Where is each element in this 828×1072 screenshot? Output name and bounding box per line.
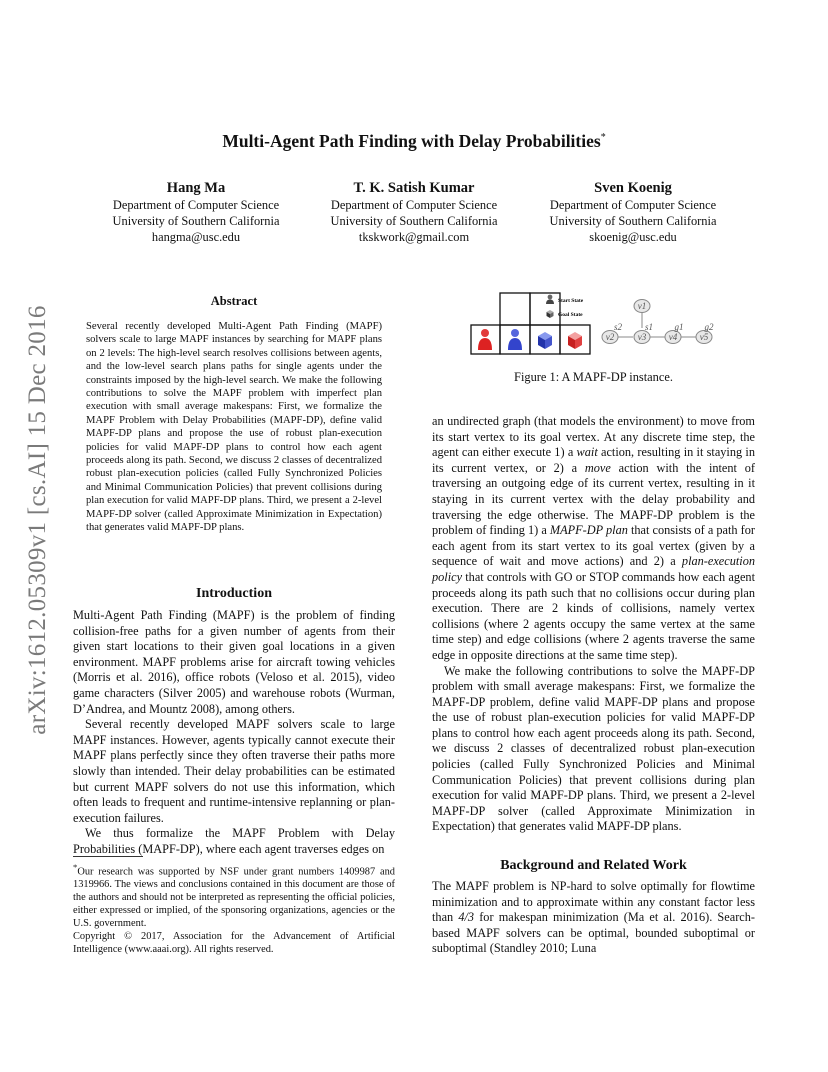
- abstract-text: Several recently developed Multi-Agent Path Finding (MAPF) solvers scale to large MAPF instances by searching for MAPF plans on 2 levels: The high-level search resolves collisions between agents, and the low-level search plans paths for single agents under the constraints imposed by the high-level search. We make the following contributions to solve the MAPF problem with imperfect plan execution with small average makespans: First, we formalize the MAPF Problem with Delay Probabilities (MAPF-DP), define valid MAPF-DP plans and propose the use of robust plan-execution policies for valid MAPF-DP plans to control how each agent proceeds along its path. Second, we discuss 2 classes of decentralized robust plan-execution policies (called Fully Synchronized Policies and Minimal Communication Policies) that prevent collisions during plan execution for valid MAPF-DP plans. Third, we present a 2-level MAPF-DP solver (called Approximate Minimization in Expectation) that generates valid MAPF-DP plans.: [86, 321, 382, 534]
- introduction-heading: Introduction: [196, 586, 272, 601]
- author-name: Sven Koenig: [594, 180, 672, 196]
- author-univ: University of Southern California: [112, 214, 280, 228]
- footnote-text: [73, 861, 395, 930]
- author-block-3: [513, 180, 753, 245]
- background-body: [432, 879, 755, 957]
- arxiv-stamp: arXiv:1612.05309v1 [cs.AI] 15 Dec 2016: [24, 305, 51, 735]
- text-run: that controls with GO or STOP commands how each agent proceeds along its path such that no collisions occur during plan execution. There are 2 kinds of collisions, namely vertex collisions (where 2 agents occupy the same vertex at the same time step) and edge collisions (where 2 agents traverse the same edge in opposite directions at the same time step).: [432, 569, 755, 662]
- abstract-body: [86, 320, 382, 535]
- vertex-label-v2: v2: [605, 332, 615, 342]
- background-paragraph: [432, 879, 755, 957]
- goal-red-icon: [568, 332, 582, 349]
- title-text: Multi-Agent Path Finding with Delay Probabilities: [222, 131, 601, 151]
- footnote-mark: *: [73, 862, 78, 872]
- grid-cell-top-1: [500, 293, 530, 325]
- plan-execution-policy-term: plan-execution policy: [432, 554, 755, 584]
- label-s1: s1: [644, 322, 654, 332]
- agent-blue-icon: [508, 329, 522, 350]
- abstract-heading: Abstract: [210, 294, 258, 308]
- label-g2: g2: [704, 322, 714, 332]
- paper-title: [0, 131, 828, 152]
- author-email: skoenig@usc.edu: [589, 230, 677, 244]
- intro-paragraph-1: Multi-Agent Path Finding (MAPF) is the problem of finding collision-free paths for a given number of agents from their given start locations to their given goal locations in a given environment. MAPF problems arise for aircraft towing vehicles (Morris et al. 2016), office robots (Veloso et al. 2015), video game characters (Silver 2005) and warehouse robots (Wurman, D’Andrea, and Mountz 2008), among others.: [73, 608, 395, 716]
- vertex-label-v1: v1: [637, 301, 647, 311]
- wait-term: wait: [576, 445, 598, 460]
- mapf-dp-instance-figure: [468, 290, 758, 360]
- graph-edges: [618, 312, 696, 337]
- background-heading: Background and Related Work: [500, 858, 687, 873]
- text-run: action, resulting in it staying in its current vertex, or 2) a: [432, 445, 755, 475]
- author-name: T. K. Satish Kumar: [353, 180, 475, 196]
- title-footnote-mark: *: [600, 132, 606, 144]
- right-paragraph-2: We make the following contributions to solve the MAPF-DP problem with small average makespans: First, we formalize the MAPF-DP problem, define valid MAPF-DP plans and propose the use of robust plan-execution policies for valid MAPF-DP plans to control how each agent proceeds along its path. Second, we discuss 2 classes of decentralized robust plan-execution policies (called Fully Synchronized Policies and Minimal Communication Policies) that prevent collisions during plan execution for valid MAPF-DP plans. Third, we present a 2-level MAPF-DP solver (called Approximate Minimization in Expectation) that generates valid MAPF-DP plans.: [432, 663, 755, 834]
- figure-caption: Figure 1: A MAPF-DP instance.: [514, 370, 673, 384]
- label-g1: g1: [674, 322, 684, 332]
- intro-paragraph-3: We thus formalize the MAPF Problem with Delay Probabilities (MAPF-DP), where each agent traverses edges on: [73, 826, 395, 856]
- author-dept: Department of Computer Science: [330, 198, 498, 212]
- introduction-body: [73, 608, 395, 858]
- legend-start-icon: [546, 295, 554, 304]
- footnote-body: Our research was supported by NSF under grant numbers 1409987 and 1319966. The views and conclusions contained in this document are those of the authors and should not be interpreted as representing the official policies, either expressed or implied, of the sponsoring organizations, agencies or the U.S. government.: [73, 866, 395, 930]
- author-univ: University of Southern California: [330, 214, 498, 228]
- legend-goal-label: Goal State: [558, 312, 583, 318]
- author-email: tkskwork@gmail.com: [358, 230, 470, 244]
- author-name: Hang Ma: [166, 180, 226, 196]
- text-run: an undirected graph (that models the environment) to move from its start vertex to its goal vertex. At any discrete time step, the agent can either execute 1) a: [432, 414, 755, 460]
- figure-1: [468, 290, 758, 365]
- text-run: that consists of a path for each agent from its start vertex to its goal vertex (given by a sequence of wait and move actions) and 2) a: [432, 523, 756, 569]
- text-run: action with the intent of traversing an outgoing edge of its current vertex, resulting in it staying in its current vertex with the delay probability and traversing the edge otherwise. The MAPF-DP problem is the problem of finding 1) a: [432, 460, 755, 538]
- vertex-label-v3: v3: [637, 332, 647, 342]
- right-paragraph-1: [432, 414, 755, 664]
- ratio-value: 4/3: [458, 910, 475, 925]
- grid-cell-top-2: [530, 293, 560, 325]
- author-dept: Department of Computer Science: [112, 198, 280, 212]
- label-s2: s2: [613, 322, 623, 332]
- footnote-rule: [73, 856, 143, 857]
- legend-goal-icon: [547, 310, 554, 318]
- move-term: move: [584, 460, 611, 475]
- author-dept: Department of Computer Science: [549, 198, 717, 212]
- author-email: hangma@usc.edu: [151, 230, 241, 244]
- text-run: for makespan minimization (Ma et al. 2016). Search-based MAPF solvers can be optimal, bounded suboptimal or suboptimal (Standley 2010; Luna: [432, 910, 755, 956]
- footnote: [73, 861, 395, 956]
- text-run: The MAPF problem is NP-hard to solve optimally for flowtime minimization and to approximate within any constant factor less than: [432, 879, 755, 925]
- goal-blue-icon: [538, 332, 552, 349]
- vertex-label-v5: v5: [699, 332, 709, 342]
- mapf-dp-plan-term: MAPF-DP plan: [549, 523, 628, 538]
- agent-red-icon: [478, 329, 492, 350]
- author-univ: University of Southern California: [549, 214, 717, 228]
- author-block-1: [76, 180, 316, 245]
- intro-paragraph-2: Several recently developed MAPF solvers scale to large MAPF instances. However, agents typically cannot execute their MAPF plans perfectly since they often traverse their paths more slowly than intended. Their delay probabilities can be estimated but current MAPF solvers do not use this information, which often leads to frequent and runtime-intensive replanning or plan-execution failures.: [73, 717, 395, 825]
- author-block-2: [294, 180, 534, 245]
- legend-start-label: Start State: [558, 298, 584, 304]
- right-column-body: [432, 414, 755, 835]
- copyright-text: Copyright © 2017, Association for the Advancement of Artificial Intelligence (www.aaai.org). All rights reserved.: [73, 931, 395, 956]
- vertex-label-v4: v4: [668, 332, 678, 342]
